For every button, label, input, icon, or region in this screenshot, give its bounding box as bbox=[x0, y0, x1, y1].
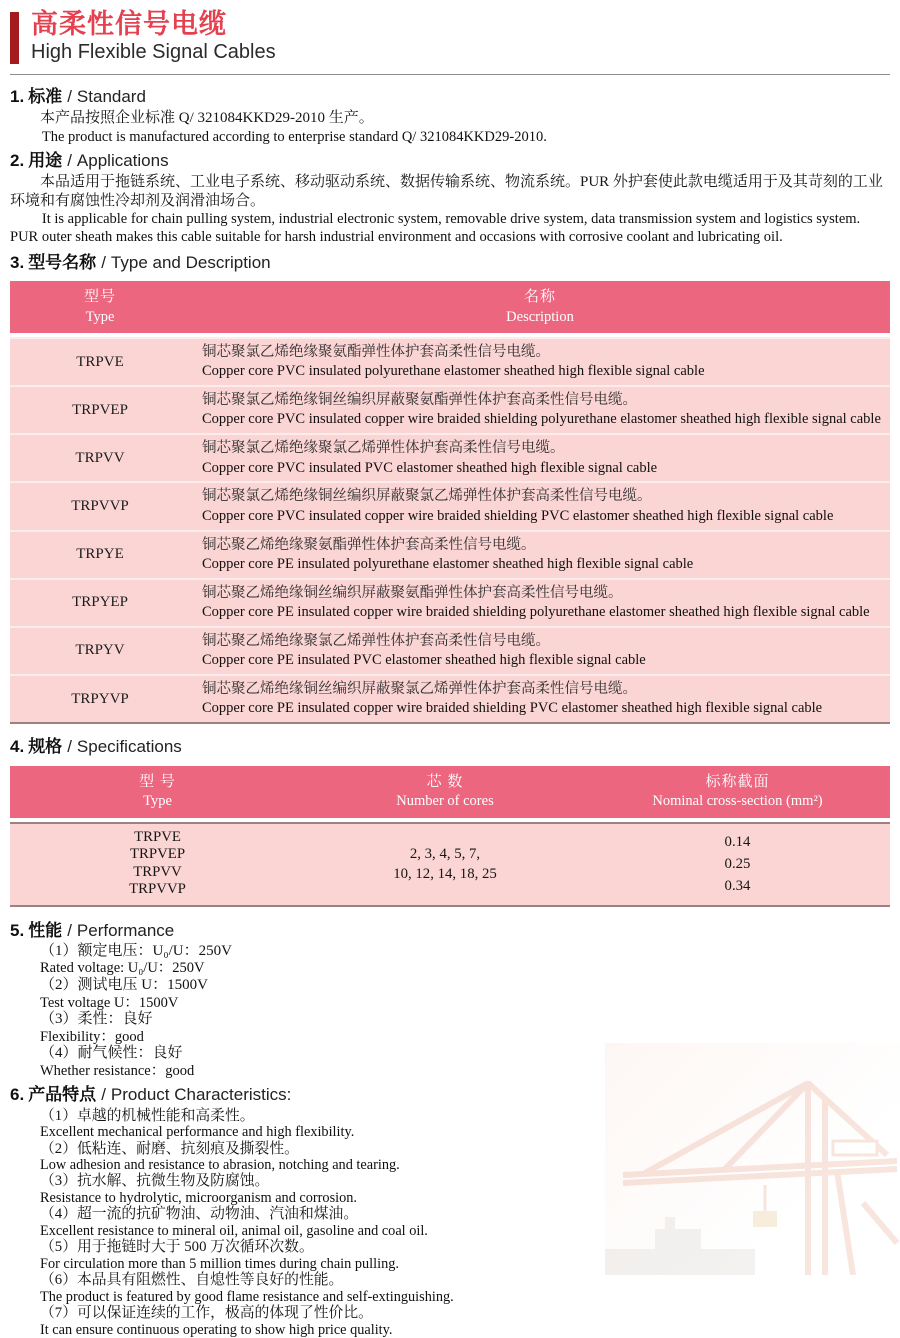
description-zh: 铜芯聚乙烯绝缘铜丝编织屏蔽聚氯乙烯弹性体护套高柔性信号电缆。 bbox=[202, 681, 637, 698]
description-cell bbox=[190, 435, 890, 481]
description-cell bbox=[190, 532, 890, 578]
performance-item bbox=[40, 977, 890, 1011]
section-applications-heading bbox=[10, 151, 890, 171]
characteristics-item bbox=[40, 1206, 640, 1239]
section-number: 5. bbox=[10, 920, 25, 940]
characteristics-item bbox=[40, 1239, 640, 1272]
section-heading-en: Performance bbox=[76, 920, 175, 940]
page-header bbox=[0, 0, 900, 65]
description-en: Copper core PVC insulated PVC elastomer sheathed high flexible signal cable bbox=[202, 459, 658, 476]
performance-item bbox=[40, 943, 890, 977]
performance-item-en: Flexibility：good bbox=[40, 1028, 144, 1045]
heading-separator: / bbox=[67, 151, 72, 170]
table-header-row bbox=[10, 281, 890, 333]
description-en: Copper core PE insulated polyurethane elastomer sheathed high flexible signal cable bbox=[202, 555, 694, 572]
standard-text-en: The product is manufactured according to enterprise standard Q/ 321084KKD29-2010. bbox=[41, 128, 547, 145]
section-heading-en: Type and Description bbox=[110, 252, 271, 272]
description-zh: 铜芯聚乙烯绝缘聚氯乙烯弹性体护套高柔性信号电缆。 bbox=[202, 632, 550, 649]
table-row bbox=[10, 337, 890, 385]
description-en: Copper core PE insulated copper wire braided shielding polyurethane elastomer sheathed high flexible signal cable bbox=[202, 604, 870, 621]
characteristics-item-en: Excellent mechanical performance and high flexibility. bbox=[40, 1124, 355, 1141]
types-cell bbox=[10, 829, 305, 899]
description-cell bbox=[190, 387, 890, 433]
column-header-en: Type bbox=[143, 793, 172, 810]
heading-separator: / bbox=[101, 1085, 106, 1105]
section-performance-heading bbox=[10, 921, 890, 941]
heading-separator: / bbox=[67, 87, 72, 107]
performance-item bbox=[40, 1011, 890, 1045]
heading-separator: / bbox=[67, 920, 72, 940]
applications-text-en: It is applicable for chain pulling system, industrial electronic system, removable drive system, data transmission system and logistics system. PUR outer sheath makes this cable suitable for harsh industrial environment and occasions with corrosive coolant and lubricating oil. bbox=[10, 210, 861, 246]
performance-item bbox=[40, 1045, 890, 1079]
type-cell: TRPVVP bbox=[71, 498, 129, 515]
title-block bbox=[31, 9, 276, 65]
column-header-zh: 型 号 bbox=[139, 773, 176, 790]
characteristics-item bbox=[40, 1108, 640, 1141]
description-column-header bbox=[190, 281, 890, 333]
type-cell: TRPYVP bbox=[71, 690, 129, 707]
type-cell: TRPYE bbox=[76, 546, 124, 563]
column-header-en: Type bbox=[85, 308, 115, 325]
table-row bbox=[10, 481, 890, 529]
page-title: 高柔性信号电缆 bbox=[31, 9, 227, 39]
table-row bbox=[10, 674, 890, 722]
column-header-en: Number of cores bbox=[396, 793, 494, 810]
table-row bbox=[10, 433, 890, 481]
type-column-header bbox=[10, 281, 190, 333]
type-value: TRPVVP bbox=[129, 881, 186, 898]
characteristics-list bbox=[40, 1108, 640, 1338]
section-heading-zh: 用途 bbox=[28, 151, 63, 170]
type-cell: TRPVE bbox=[76, 353, 124, 370]
description-cell bbox=[190, 483, 890, 529]
section-number: 3. bbox=[10, 252, 25, 272]
cross-section-value: 0.14 bbox=[724, 833, 751, 850]
description-cell bbox=[190, 628, 890, 674]
specifications-table bbox=[10, 766, 890, 907]
description-zh: 铜芯聚乙烯绝缘铜丝编织屏蔽聚氨酯弹性体护套高柔性信号电缆。 bbox=[202, 584, 623, 601]
characteristics-item-zh: （4）超一流的抗矿物油、动物油、汽油和煤油。 bbox=[40, 1206, 359, 1223]
characteristics-item bbox=[40, 1272, 640, 1305]
type-value: TRPVEP bbox=[129, 846, 186, 863]
characteristics-item-en: For circulation more than 5 million times during chain pulling. bbox=[40, 1255, 399, 1272]
column-header-zh: 名称 bbox=[523, 288, 556, 305]
performance-item-en: Rated voltage: U₀/U：250V bbox=[40, 960, 205, 977]
section-type-heading bbox=[10, 253, 890, 273]
applications-text-zh: 本品适用于拖链系统、工业电子系统、移动驱动系统、数据传输系统、物流系统。PUR 外护套使此款电缆适用于及其苛刻的工业环境和有腐蚀性冷却剂及润滑油场合。 bbox=[10, 174, 883, 209]
cross-section-cell bbox=[585, 829, 890, 899]
column-header-en: Description bbox=[506, 308, 574, 325]
table-row bbox=[10, 626, 890, 674]
table-row bbox=[10, 578, 890, 626]
description-cell bbox=[190, 580, 890, 626]
description-zh: 铜芯聚氯乙烯绝缘聚氨酯弹性体护套高柔性信号电缆。 bbox=[202, 344, 550, 361]
heading-separator: / bbox=[67, 737, 72, 757]
section-number: 1. bbox=[10, 87, 25, 107]
cores-value: 2, 3, 4, 5, 7, bbox=[409, 845, 481, 862]
performance-list bbox=[40, 943, 890, 1079]
cores-cell bbox=[305, 829, 585, 899]
section-specs-heading bbox=[10, 737, 890, 757]
description-en: Copper core PVC insulated copper wire braided shielding PVC elastomer sheathed high flexible signal cable bbox=[202, 507, 834, 524]
characteristics-item bbox=[40, 1305, 640, 1338]
cross-section-column-header bbox=[585, 766, 890, 818]
characteristics-item bbox=[40, 1141, 640, 1174]
characteristics-item-zh: （7）可以保证连续的工作，极高的体现了性价比。 bbox=[40, 1304, 373, 1321]
characteristics-item-zh: （6）本品具有阻燃性、自熄性等良好的性能。 bbox=[40, 1272, 344, 1289]
section-heading-zh: 规格 bbox=[28, 737, 63, 757]
standard-text-zh: 本产品按照企业标准 Q/ 321084KKD29-2010 生产。 bbox=[40, 110, 374, 127]
cross-section-value: 0.34 bbox=[724, 877, 751, 894]
type-column-header bbox=[10, 766, 305, 818]
performance-item-zh: （3）柔性：良好 bbox=[40, 1011, 153, 1028]
cores-value: 10, 12, 14, 18, 25 bbox=[393, 865, 497, 882]
characteristics-item-en: Excellent resistance to mineral oil, animal oil, gasoline and coal oil. bbox=[40, 1223, 428, 1240]
characteristics-item-zh: （5）用于拖链时大于 500 万次循环次数。 bbox=[40, 1239, 314, 1256]
section-heading-en: Applications bbox=[76, 151, 169, 170]
type-value: TRPVE bbox=[134, 828, 181, 845]
cores-column-header bbox=[305, 766, 585, 818]
column-header-zh: 型号 bbox=[83, 288, 116, 305]
type-description-table bbox=[10, 281, 890, 724]
accent-bar bbox=[10, 12, 19, 64]
table-row bbox=[10, 385, 890, 433]
column-header-zh: 标称截面 bbox=[705, 773, 770, 790]
section-number: 6. bbox=[10, 1085, 25, 1105]
performance-item-zh: （2）测试电压 U：1500V bbox=[40, 977, 208, 994]
performance-item-zh: （4）耐气候性：良好 bbox=[40, 1045, 183, 1062]
type-cell: TRPVV bbox=[75, 449, 125, 466]
table-row bbox=[10, 530, 890, 578]
type-cell: TRPYV bbox=[75, 642, 125, 659]
section-heading-zh: 标准 bbox=[28, 87, 63, 107]
characteristics-item-en: The product is featured by good flame resistance and self-extinguishing. bbox=[40, 1288, 454, 1305]
column-header-en: Nominal cross-section (mm²) bbox=[652, 793, 823, 810]
section-heading-en: Specifications bbox=[76, 737, 182, 757]
cross-section-value: 0.25 bbox=[724, 855, 751, 872]
section-heading-zh: 性能 bbox=[28, 920, 63, 940]
type-cell: TRPYEP bbox=[72, 594, 128, 611]
description-en: Copper core PE insulated PVC elastomer sheathed high flexible signal cable bbox=[202, 652, 646, 669]
description-cell bbox=[190, 339, 890, 385]
performance-item-en: Whether resistance：good bbox=[40, 1062, 195, 1079]
description-zh: 铜芯聚氯乙烯绝缘聚氯乙烯弹性体护套高柔性信号电缆。 bbox=[202, 440, 565, 457]
characteristics-item-zh: （1）卓越的机械性能和高柔性。 bbox=[40, 1107, 255, 1124]
section-heading-en: Product Characteristics: bbox=[110, 1085, 292, 1105]
table-header-row bbox=[10, 766, 890, 818]
performance-item-en: Test voltage U：1500V bbox=[40, 994, 179, 1011]
table-body bbox=[10, 822, 890, 907]
performance-item-zh: （1）额定电压：U₀/U：250V bbox=[40, 943, 232, 960]
section-characteristics-heading bbox=[10, 1085, 890, 1105]
characteristics-item-zh: （2）低粘连、耐磨、抗刻痕及撕裂性。 bbox=[40, 1140, 299, 1157]
description-cell bbox=[190, 676, 890, 722]
characteristics-item bbox=[40, 1173, 640, 1206]
section-number: 4. bbox=[10, 737, 25, 757]
description-zh: 铜芯聚乙烯绝缘聚氨酯弹性体护套高柔性信号电缆。 bbox=[202, 536, 536, 553]
heading-separator: / bbox=[101, 252, 106, 272]
characteristics-item-en: Low adhesion and resistance to abrasion, notching and tearing. bbox=[40, 1157, 400, 1174]
description-en: Copper core PVC insulated copper wire braided shielding polyurethane elastomer sheathed high flexible signal cable bbox=[202, 411, 881, 428]
characteristics-item-zh: （3）抗水解、抗微生物及防腐蚀。 bbox=[40, 1173, 270, 1190]
section-number: 2. bbox=[10, 151, 25, 170]
section-heading-zh: 产品特点 bbox=[28, 1085, 97, 1105]
header-divider bbox=[10, 74, 890, 75]
type-cell: TRPVEP bbox=[72, 401, 128, 418]
description-en: Copper core PVC insulated polyurethane elastomer sheathed high flexible signal cable bbox=[202, 363, 705, 380]
type-value: TRPVV bbox=[133, 863, 182, 880]
page-subtitle: High Flexible Signal Cables bbox=[31, 41, 276, 64]
section-heading-en: Standard bbox=[76, 87, 146, 107]
section-standard-heading bbox=[10, 87, 890, 107]
description-zh: 铜芯聚氯乙烯绝缘铜丝编织屏蔽聚氨酯弹性体护套高柔性信号电缆。 bbox=[202, 392, 637, 409]
description-en: Copper core PE insulated copper wire braided shielding PVC elastomer sheathed high flexible signal cable bbox=[202, 700, 823, 717]
section-heading-zh: 型号名称 bbox=[28, 252, 97, 272]
characteristics-item-en: It can ensure continuous operating to show high price quality. bbox=[40, 1321, 393, 1338]
column-header-zh: 芯 数 bbox=[426, 773, 464, 790]
table-body bbox=[10, 337, 890, 724]
description-zh: 铜芯聚氯乙烯绝缘铜丝编织屏蔽聚氯乙烯弹性体护套高柔性信号电缆。 bbox=[202, 488, 652, 505]
characteristics-item-en: Resistance to hydrolytic, microorganism and corrosion. bbox=[40, 1190, 357, 1207]
